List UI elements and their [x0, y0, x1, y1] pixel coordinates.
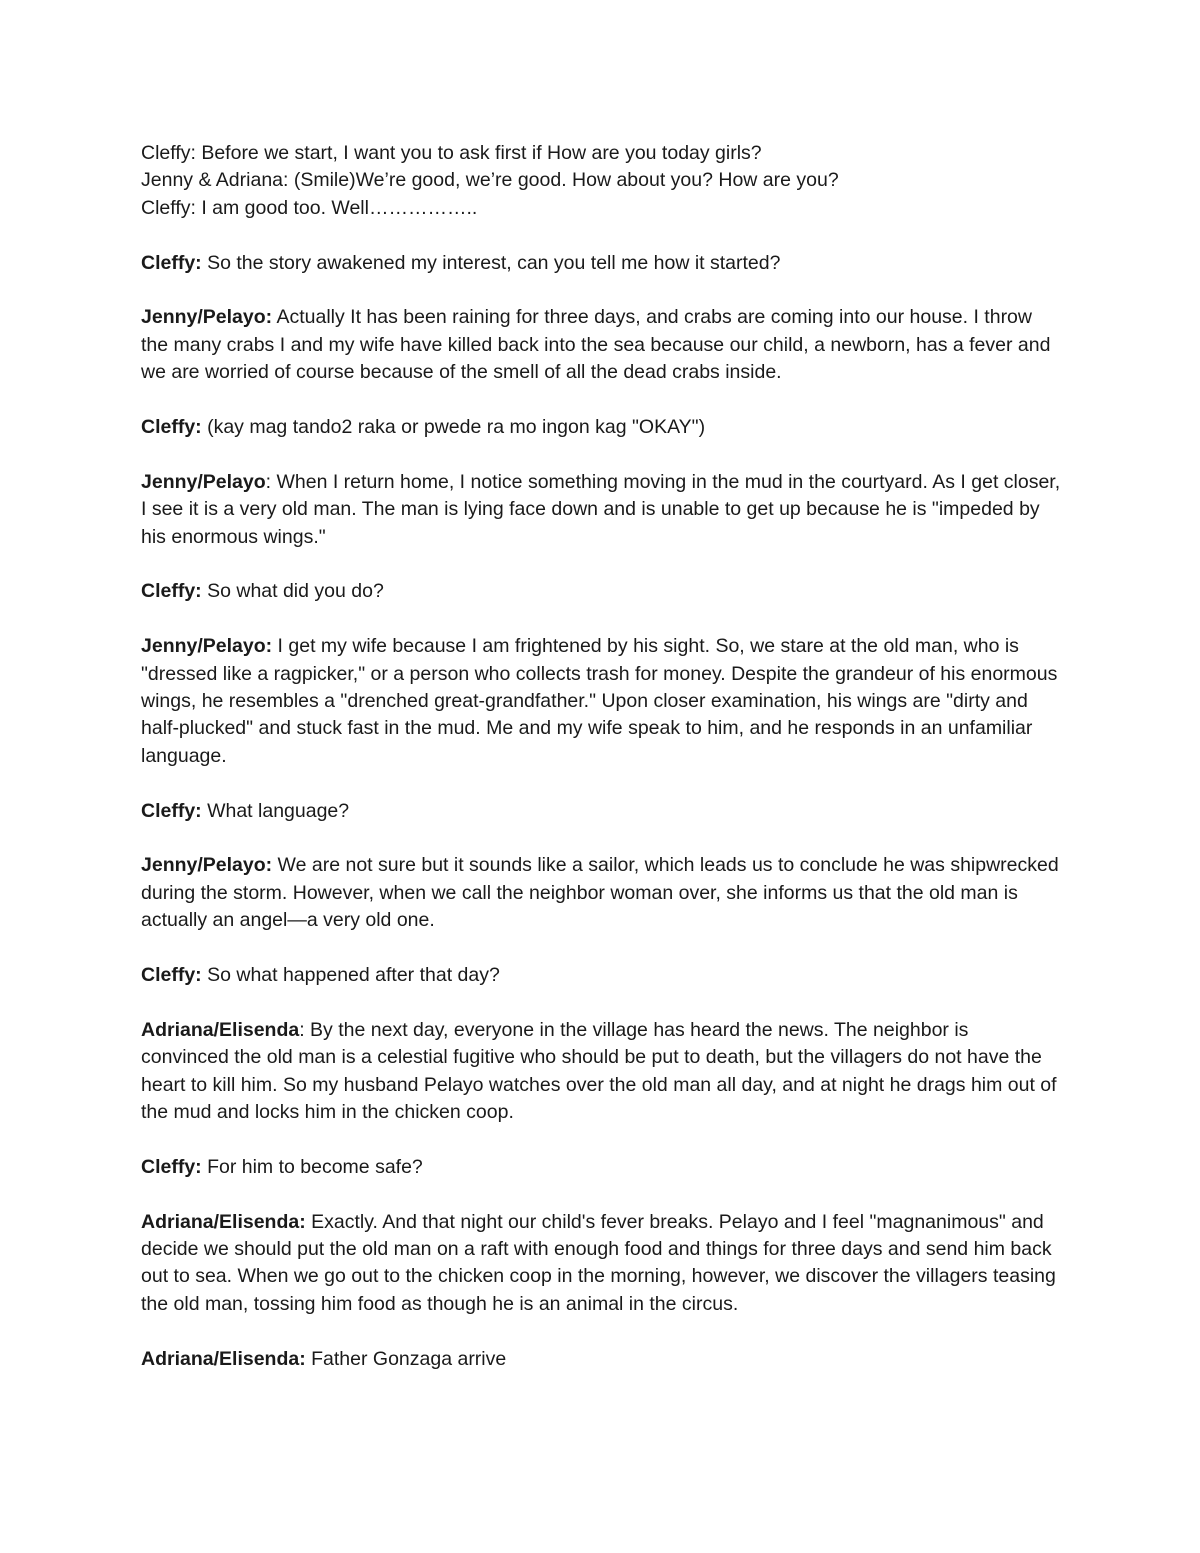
dialogue-turn [141, 469, 1061, 551]
dialogue-text: So what did you do? [201, 580, 384, 603]
speaker-label: Jenny/Pelayo: [141, 854, 273, 877]
paragraph-gap [141, 989, 1061, 1016]
speaker-label: Cleffy: [141, 580, 202, 603]
intro-line-3: Cleffy: I am good too. Well…………….. [141, 196, 478, 219]
paragraph-gap [141, 387, 1061, 414]
paragraph-gap [141, 1318, 1061, 1345]
paragraph-gap [141, 1181, 1061, 1208]
dialogue-text: So the story awakened my interest, can you tell me how it started? [201, 251, 781, 274]
dialogue-turn [141, 962, 1061, 989]
dialogue-turn [141, 798, 1061, 825]
dialogue-turn [141, 304, 1061, 386]
dialogue-text: : By the next day, everyone in the village has heard the news. The neighbor is convinced the old man is a celestial fugitive who should be put to death, but the villagers do not have the heart to kill him. So my husband Pelayo watches over the old man all day, and at night he drags him out of the mud and locks him in the chicken coop. [141, 1018, 1057, 1124]
paragraph-gap [141, 222, 1061, 249]
dialogue-text: (kay mag tando2 raka or pwede ra mo ingon kag "OKAY") [201, 416, 706, 439]
dialogue-text: I get my wife because I am frightened by his sight. So, we stare at the old man, who is "dressed like a ragpicker," or a person who collects trash for money. Despite the grandeur of his enormous wings, he resembles a "drenched great-grandfather." Upon closer examination, his wings are "dirty and half-plucked" and stuck fast in the mud. Me and my wife speak to him, and he responds in an unfamiliar language. [141, 635, 1058, 767]
dialogue-text: Father Gonzaga arrive [305, 1347, 507, 1370]
dialogue-text: : When I return home, I notice something moving in the mud in the courtyard. As I get closer, I see it is a very old man. The man is lying face down and is unable to get up because he is "impeded by his enormous wings." [141, 470, 1061, 548]
dialogue-turn [141, 1017, 1061, 1127]
dialogue-text: For him to become safe? [201, 1155, 423, 1178]
speaker-label: Cleffy: [141, 1155, 202, 1178]
paragraph-gap [141, 606, 1061, 633]
dialogue-text: Actually It has been raining for three days, and crabs are coming into our house. I throw the many crabs I and my wife have killed back into the sea because our child, a newborn, has a fever and we are worried of course because of the smell of all the dead crabs inside. [141, 306, 1051, 384]
dialogue-turn [141, 1346, 1061, 1373]
dialogue-turn [141, 1209, 1061, 1319]
dialogue-text: We are not sure but it sounds like a sailor, which leads us to conclude he was shipwrecked during the storm. However, when we call the neighbor woman over, she informs us that the old man is actually an angel—a very old one. [141, 854, 1059, 932]
dialogue-text: So what happened after that day? [201, 964, 500, 987]
speaker-label: Cleffy: [141, 251, 202, 274]
dialogue-turn [141, 250, 1061, 277]
speaker-label: Jenny/Pelayo [141, 470, 266, 493]
speaker-label: Jenny/Pelayo: [141, 306, 273, 329]
intro-line-1: Cleffy: Before we start, I want you to ask first if How are you today girls? [141, 142, 762, 164]
dialogue-turn [141, 414, 1061, 441]
paragraph-gap [141, 551, 1061, 578]
speaker-label: Cleffy: [141, 416, 202, 439]
paragraph-gap [141, 935, 1061, 962]
intro-line-2: Jenny & Adriana: (Smile)We’re good, we’re good. How about you? How are you? [141, 169, 839, 192]
document-page [141, 140, 1061, 1373]
paragraph-gap [141, 825, 1061, 852]
paragraph-gap [141, 441, 1061, 468]
speaker-label: Cleffy: [141, 799, 202, 822]
speaker-label: Adriana/Elisenda: [141, 1210, 306, 1233]
speaker-label: Adriana/Elisenda: [141, 1347, 306, 1370]
dialogue-turn [141, 1154, 1061, 1181]
dialogue-text: Exactly. And that night our child's fever breaks. Pelayo and I feel "magnanimous" and decide we should put the old man on a raft with enough food and things for three days and send him back out to sea. When we go out to the chicken coop in the morning, however, we discover the villagers teasing the old man, tossing him food as though he is an animal in the circus. [141, 1210, 1056, 1315]
speaker-label: Adriana/Elisenda [141, 1018, 300, 1041]
dialogue-text: What language? [201, 799, 350, 822]
paragraph-gap [141, 277, 1061, 304]
paragraph-gap [141, 1126, 1061, 1153]
paragraph-gap [141, 770, 1061, 797]
speaker-label: Jenny/Pelayo: [141, 635, 273, 658]
dialogue-turn [141, 578, 1061, 605]
dialogue-turn [141, 852, 1061, 934]
speaker-label: Cleffy: [141, 964, 202, 987]
dialogue-turn [141, 633, 1061, 770]
